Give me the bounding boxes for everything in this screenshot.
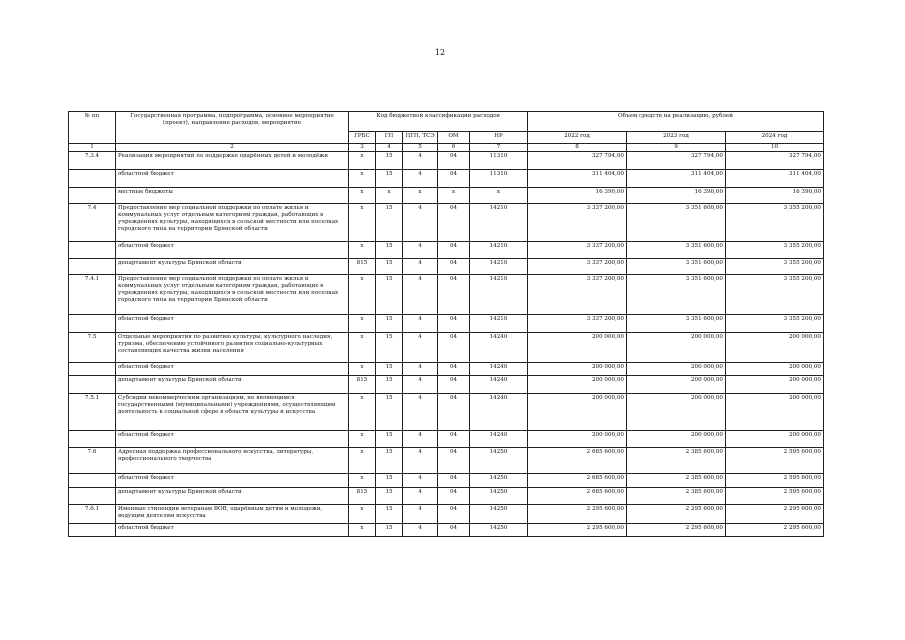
om-cell: 04 (438, 363, 470, 376)
amount-2024-cell: 2 295 600,00 (726, 524, 824, 537)
amount-2023-cell: 3 351 600,00 (627, 315, 726, 333)
table-row (69, 275, 824, 315)
table-row (69, 394, 824, 431)
index-cell: 8 (528, 144, 627, 152)
om-cell: 04 (438, 474, 470, 488)
nr-cell: 14250 (470, 448, 528, 474)
table-row (69, 376, 824, 394)
amount-2023-cell: 2 295 600,00 (627, 524, 726, 537)
row-name-cell: областной бюджет (116, 431, 349, 448)
table-row (69, 363, 824, 376)
grbs-cell: x (349, 431, 376, 448)
amount-2022-cell: 200 000,00 (528, 431, 627, 448)
column-index-row (69, 144, 824, 152)
row-name-cell: Адресная поддержка профессионального искусства, литературы, профессионального творчества (116, 448, 349, 474)
gp-cell: 15 (376, 524, 403, 537)
row-name-cell: областной бюджет (116, 363, 349, 376)
header-grbs: ГРБС (349, 132, 376, 144)
pgp-cell: 4 (403, 152, 438, 170)
index-cell: 5 (403, 144, 438, 152)
row-name-cell: областной бюджет (116, 242, 349, 259)
pgp-cell: 4 (403, 333, 438, 363)
amount-2022-cell: 311 404,00 (528, 170, 627, 188)
gp-cell: 15 (376, 333, 403, 363)
om-cell: 04 (438, 259, 470, 275)
row-num-cell (69, 474, 116, 488)
nr-cell: 14250 (470, 505, 528, 524)
row-num-cell (69, 363, 116, 376)
amount-2022-cell: 3 337 200,00 (528, 204, 627, 242)
row-num-cell: 7.3.4 (69, 152, 116, 170)
row-num-cell (69, 431, 116, 448)
gp-cell: 15 (376, 242, 403, 259)
om-cell: 04 (438, 524, 470, 537)
header-gp: ГП (376, 132, 403, 144)
amount-2024-cell: 3 355 200,00 (726, 275, 824, 315)
pgp-cell: x (403, 188, 438, 204)
budget-table (68, 111, 824, 537)
table-row (69, 505, 824, 524)
gp-cell: 15 (376, 170, 403, 188)
amount-2023-cell: 327 794,00 (627, 152, 726, 170)
nr-cell: 14250 (470, 488, 528, 505)
grbs-cell: x (349, 474, 376, 488)
nr-cell: 14250 (470, 474, 528, 488)
header-year-2022: 2022 год (528, 132, 627, 144)
row-name-cell: департамент культуры Брянской области (116, 376, 349, 394)
amount-2022-cell: 3 337 200,00 (528, 275, 627, 315)
row-num-cell: 7.6.1 (69, 505, 116, 524)
gp-cell: 15 (376, 431, 403, 448)
pgp-cell: 4 (403, 448, 438, 474)
row-name-cell: Именные стипендии ветеранам ВОВ, одарённым детям и молодежи, ведущим деятелям искусства (116, 505, 349, 524)
nr-cell: 11310 (470, 170, 528, 188)
grbs-cell: x (349, 204, 376, 242)
amount-2023-cell: 311 404,00 (627, 170, 726, 188)
om-cell: 04 (438, 488, 470, 505)
row-num-cell: 7.4 (69, 204, 116, 242)
om-cell: 04 (438, 204, 470, 242)
grbs-cell: x (349, 505, 376, 524)
amount-2024-cell: 200 000,00 (726, 363, 824, 376)
grbs-cell: 815 (349, 488, 376, 505)
gp-cell: 15 (376, 376, 403, 394)
pgp-cell: 4 (403, 376, 438, 394)
row-name-cell: областной бюджет (116, 315, 349, 333)
om-cell: 04 (438, 242, 470, 259)
row-num-cell: 7.5 (69, 333, 116, 363)
header-pgp: ПГП, ТСЭ (403, 132, 438, 144)
row-num-cell (69, 488, 116, 505)
page-number: 12 (434, 48, 446, 57)
header-code-group: Код бюджетной классификации расходов (349, 112, 528, 132)
om-cell: 04 (438, 376, 470, 394)
amount-2023-cell: 200 000,00 (627, 333, 726, 363)
amount-2022-cell: 3 337 200,00 (528, 259, 627, 275)
gp-cell: 15 (376, 505, 403, 524)
grbs-cell: x (349, 188, 376, 204)
amount-2023-cell: 200 000,00 (627, 394, 726, 431)
gp-cell: 15 (376, 448, 403, 474)
om-cell: 04 (438, 394, 470, 431)
table-body (69, 152, 824, 537)
table-row (69, 259, 824, 275)
row-num-cell (69, 242, 116, 259)
pgp-cell: 4 (403, 363, 438, 376)
amount-2022-cell: 327 794,00 (528, 152, 627, 170)
index-cell: 3 (349, 144, 376, 152)
row-num-cell: 7.6 (69, 448, 116, 474)
amount-2022-cell: 2 295 600,00 (528, 524, 627, 537)
amount-2024-cell: 3 355 200,00 (726, 259, 824, 275)
row-name-cell: Предоставление мер социальной поддержки по оплате жилья и коммунальных услуг отдельным категориям граждан, работающих в учреждениях культуры, находящихся в сельской местности или поселках городского типа на территории Брянской области (116, 204, 349, 242)
index-cell: 10 (726, 144, 824, 152)
row-name-cell: областной бюджет (116, 524, 349, 537)
om-cell: 04 (438, 152, 470, 170)
amount-2024-cell: 3 355 200,00 (726, 204, 824, 242)
row-name-cell: Предоставление мер социальной поддержки по оплате жилья и коммунальных услуг отдельным категориям граждан, работающих в учреждениях культуры, находящихся в сельской местности или поселках городского типа на территории Брянской области (116, 275, 349, 315)
amount-2024-cell: 200 000,00 (726, 394, 824, 431)
amount-2024-cell: 3 355 200,00 (726, 315, 824, 333)
grbs-cell: x (349, 275, 376, 315)
grbs-cell: x (349, 363, 376, 376)
amount-2023-cell: 2 385 600,00 (627, 474, 726, 488)
row-name-cell: Отдельные мероприятия по развитию культуры, культурного наследия, туризма, обеспечению устойчивого развития социально-культурных составляющих качества жизни населения (116, 333, 349, 363)
row-num-cell (69, 188, 116, 204)
om-cell: 04 (438, 431, 470, 448)
index-cell: 7 (470, 144, 528, 152)
index-cell: 2 (116, 144, 349, 152)
amount-2022-cell: 2 295 600,00 (528, 505, 627, 524)
om-cell: 04 (438, 170, 470, 188)
table-row (69, 431, 824, 448)
row-num-cell: 7.5.1 (69, 394, 116, 431)
nr-cell: 14240 (470, 363, 528, 376)
amount-2024-cell: 311 404,00 (726, 170, 824, 188)
amount-2023-cell: 200 000,00 (627, 431, 726, 448)
amount-2023-cell: 3 351 600,00 (627, 259, 726, 275)
amount-2022-cell: 200 000,00 (528, 363, 627, 376)
om-cell: 04 (438, 505, 470, 524)
table-row (69, 488, 824, 505)
amount-2022-cell: 2 685 600,00 (528, 474, 627, 488)
nr-cell: 11310 (470, 152, 528, 170)
pgp-cell: 4 (403, 242, 438, 259)
amount-2023-cell: 200 000,00 (627, 376, 726, 394)
amount-2022-cell: 200 000,00 (528, 333, 627, 363)
table-row (69, 333, 824, 363)
om-cell: x (438, 188, 470, 204)
row-name-cell: департамент культуры Брянской области (116, 488, 349, 505)
row-num-cell (69, 259, 116, 275)
row-num-cell (69, 524, 116, 537)
amount-2023-cell: 2 385 600,00 (627, 488, 726, 505)
table-row (69, 204, 824, 242)
amount-2023-cell: 200 000,00 (627, 363, 726, 376)
amount-2024-cell: 2 595 600,00 (726, 448, 824, 474)
amount-2024-cell: 2 595 600,00 (726, 474, 824, 488)
grbs-cell: x (349, 448, 376, 474)
nr-cell: 14210 (470, 204, 528, 242)
header-volume-group: Объем средств на реализацию, рублей (528, 112, 824, 132)
om-cell: 04 (438, 275, 470, 315)
pgp-cell: 4 (403, 505, 438, 524)
index-cell: 6 (438, 144, 470, 152)
table-row (69, 524, 824, 537)
row-name-cell: местные бюджеты (116, 188, 349, 204)
om-cell: 04 (438, 315, 470, 333)
nr-cell: 14240 (470, 333, 528, 363)
nr-cell: 14210 (470, 315, 528, 333)
row-num-cell (69, 315, 116, 333)
grbs-cell: x (349, 394, 376, 431)
nr-cell: 14240 (470, 394, 528, 431)
row-name-cell: Реализация мероприятий по поддержке одарённых детей и молодёжи (116, 152, 349, 170)
pgp-cell: 4 (403, 204, 438, 242)
table-row (69, 448, 824, 474)
table-row (69, 242, 824, 259)
header-nr: НР (470, 132, 528, 144)
nr-cell: 14210 (470, 259, 528, 275)
gp-cell: 15 (376, 488, 403, 505)
gp-cell: 15 (376, 474, 403, 488)
pgp-cell: 4 (403, 524, 438, 537)
amount-2023-cell: 3 351 600,00 (627, 204, 726, 242)
amount-2024-cell: 200 000,00 (726, 431, 824, 448)
amount-2023-cell: 2 385 600,00 (627, 448, 726, 474)
pgp-cell: 4 (403, 474, 438, 488)
amount-2024-cell: 200 000,00 (726, 376, 824, 394)
grbs-cell: 815 (349, 259, 376, 275)
table-row (69, 152, 824, 170)
amount-2023-cell: 3 351 600,00 (627, 242, 726, 259)
row-num-cell: 7.4.1 (69, 275, 116, 315)
grbs-cell: x (349, 152, 376, 170)
pgp-cell: 4 (403, 394, 438, 431)
table-row (69, 170, 824, 188)
nr-cell: 14240 (470, 431, 528, 448)
gp-cell: 15 (376, 259, 403, 275)
om-cell: 04 (438, 333, 470, 363)
amount-2024-cell: 200 000,00 (726, 333, 824, 363)
table-row (69, 315, 824, 333)
row-name-cell: областной бюджет (116, 474, 349, 488)
amount-2024-cell: 3 355 200,00 (726, 242, 824, 259)
grbs-cell: x (349, 170, 376, 188)
nr-cell: 14210 (470, 242, 528, 259)
table-row (69, 188, 824, 204)
index-cell: 9 (627, 144, 726, 152)
header-year-2023: 2023 год (627, 132, 726, 144)
nr-cell: 14240 (470, 376, 528, 394)
nr-cell: 14210 (470, 275, 528, 315)
grbs-cell: x (349, 242, 376, 259)
gp-cell: 15 (376, 363, 403, 376)
row-name-cell: областной бюджет (116, 170, 349, 188)
grbs-cell: x (349, 333, 376, 363)
amount-2022-cell: 16 390,00 (528, 188, 627, 204)
amount-2023-cell: 2 295 600,00 (627, 505, 726, 524)
grbs-cell: 815 (349, 376, 376, 394)
amount-2023-cell: 16 390,00 (627, 188, 726, 204)
pgp-cell: 4 (403, 170, 438, 188)
gp-cell: 15 (376, 152, 403, 170)
om-cell: 04 (438, 448, 470, 474)
grbs-cell: x (349, 315, 376, 333)
amount-2024-cell: 2 295 600,00 (726, 505, 824, 524)
row-num-cell (69, 376, 116, 394)
row-num-cell (69, 170, 116, 188)
header-name: Государственная программа, подпрограмма, основное мероприятие (проект), направление расходов, мероприятие (116, 112, 349, 144)
index-cell: 1 (69, 144, 116, 152)
pgp-cell: 4 (403, 315, 438, 333)
amount-2024-cell: 327 794,00 (726, 152, 824, 170)
pgp-cell: 4 (403, 431, 438, 448)
amount-2022-cell: 200 000,00 (528, 376, 627, 394)
nr-cell: x (470, 188, 528, 204)
amount-2024-cell: 16 390,00 (726, 188, 824, 204)
grbs-cell: x (349, 524, 376, 537)
amount-2023-cell: 3 351 600,00 (627, 275, 726, 315)
nr-cell: 14250 (470, 524, 528, 537)
amount-2022-cell: 2 685 600,00 (528, 488, 627, 505)
gp-cell: 15 (376, 204, 403, 242)
header-num: № пп (69, 112, 116, 144)
table-row (69, 474, 824, 488)
gp-cell: 15 (376, 315, 403, 333)
row-name-cell: департамент культуры Брянской области (116, 259, 349, 275)
header-om: ОМ (438, 132, 470, 144)
pgp-cell: 4 (403, 488, 438, 505)
gp-cell: 15 (376, 394, 403, 431)
amount-2024-cell: 2 595 600,00 (726, 488, 824, 505)
row-name-cell: Субсидии некоммерческим организациям, не являющимся государственными (муниципальными) учреждениями, осуществляющим деятельность в социальной сфере в области культуры и искусства (116, 394, 349, 431)
amount-2022-cell: 200 000,00 (528, 394, 627, 431)
pgp-cell: 4 (403, 275, 438, 315)
header-year-2024: 2024 год (726, 132, 824, 144)
pgp-cell: 4 (403, 259, 438, 275)
amount-2022-cell: 3 337 200,00 (528, 242, 627, 259)
index-cell: 4 (376, 144, 403, 152)
amount-2022-cell: 3 337 200,00 (528, 315, 627, 333)
gp-cell: 15 (376, 275, 403, 315)
amount-2022-cell: 2 685 600,00 (528, 448, 627, 474)
gp-cell: x (376, 188, 403, 204)
